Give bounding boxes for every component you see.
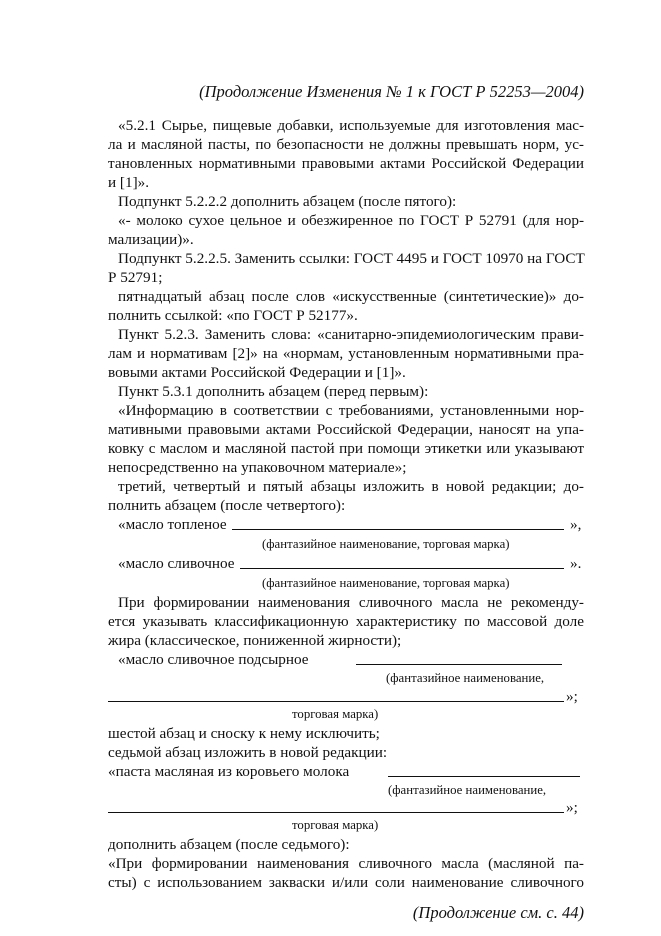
text-line: лам и нормативам [2]» на «нормам, установленным нормативными пра- — [108, 345, 584, 362]
text-line: «При формировании наименования сливочного масла (масляной па- — [108, 855, 584, 872]
form-label: «масло топленое — [118, 516, 227, 533]
text-line: мализации)». — [108, 231, 194, 248]
text-line: При формировании наименования сливочного масла не рекоменду- — [118, 594, 584, 611]
page-footer: (Продолжение см. с. 44) — [412, 903, 584, 922]
text-line: мативными правовыми актами Российской Федерации, наносят на упа- — [108, 421, 584, 438]
form-caption: торговая марка) — [292, 818, 379, 832]
text-line: Подпункт 5.2.2.5. Заменить ссылки: ГОСТ 4495 и ГОСТ 10970 на ГОСТ — [118, 250, 585, 267]
page-header: (Продолжение Изменения № 1 к ГОСТ Р 52253—2004) — [199, 82, 584, 101]
form-caption: торговая марка) — [292, 707, 379, 721]
text-line: седьмой абзац изложить в новой редакции: — [108, 744, 388, 761]
form-end: ». — [570, 555, 582, 572]
text-line: вовыми актами Российской Федерации и [1]». — [108, 364, 406, 381]
text-line: и [1]». — [108, 174, 150, 191]
text-line: Пункт 5.2.3. Заменить слова: «санитарно-эпидемиологическим прави- — [118, 326, 584, 343]
blank-line — [108, 701, 564, 702]
form-label: «масло сливочное — [118, 555, 235, 572]
text-line: Подпункт 5.2.2.2 дополнить абзацем (после пятого): — [118, 193, 457, 210]
form-caption: (фантазийное наименование, — [388, 783, 547, 797]
text-line: жира (классическое, пониженной жирности); — [108, 632, 402, 649]
text-line: дополнить абзацем (после седьмого): — [108, 836, 350, 853]
text-line: ковку с маслом и масляной пастой при помощи этикетки или указывают — [108, 440, 584, 457]
blank-line — [240, 568, 564, 569]
text-line: сты) с использованием закваски и/или соли наименование сливочного — [108, 874, 584, 891]
text-line: полнить ссылкой: «по ГОСТ Р 52177». — [108, 307, 358, 324]
text-line: «5.2.1 Сырье, пищевые добавки, используемые для изготовления мас- — [118, 117, 584, 134]
text-line: пятнадцатый абзац после слов «искусственные (синтетические)» до- — [118, 288, 584, 305]
form-caption: (фантазийное наименование, торговая марка) — [262, 537, 510, 551]
text-line: ла и масляной пасты, по безопасности не должны превышать норм, ус- — [108, 136, 584, 153]
text-line: Пункт 5.3.1 дополнить абзацем (перед первым): — [118, 383, 429, 400]
text-line: третий, четвертый и пятый абзацы изложить в новой редакции; до- — [118, 478, 584, 495]
form-label: «масло сливочное подсырное — [118, 651, 309, 668]
text-line: тановленных нормативными правовыми актами Российской Федерации — [108, 155, 584, 172]
text-line: непосредственно на упаковочном материале»; — [108, 459, 407, 476]
text-line: «Информацию в соответствии с требованиями, установленными нор- — [118, 402, 584, 419]
form-end: »; — [566, 799, 578, 816]
form-end: », — [570, 516, 582, 533]
text-line: полнить абзацем (после четвертого): — [108, 497, 346, 514]
form-caption: (фантазийное наименование, — [386, 671, 545, 685]
form-end: »; — [566, 688, 578, 705]
blank-line — [388, 776, 580, 777]
text-line: шестой абзац и сноску к нему исключить; — [108, 725, 380, 742]
blank-line — [108, 812, 564, 813]
text-line: ется указывать классификационную характеристику по массовой доле — [108, 613, 584, 630]
text-line: «- молоко сухое цельное и обезжиренное по ГОСТ Р 52791 (для нор- — [118, 212, 584, 229]
blank-line — [356, 664, 562, 665]
blank-line — [232, 529, 564, 530]
text-line: Р 52791; — [108, 269, 163, 286]
form-caption: (фантазийное наименование, торговая марка) — [262, 576, 510, 590]
form-label: «паста масляная из коровьего молока — [108, 763, 350, 780]
